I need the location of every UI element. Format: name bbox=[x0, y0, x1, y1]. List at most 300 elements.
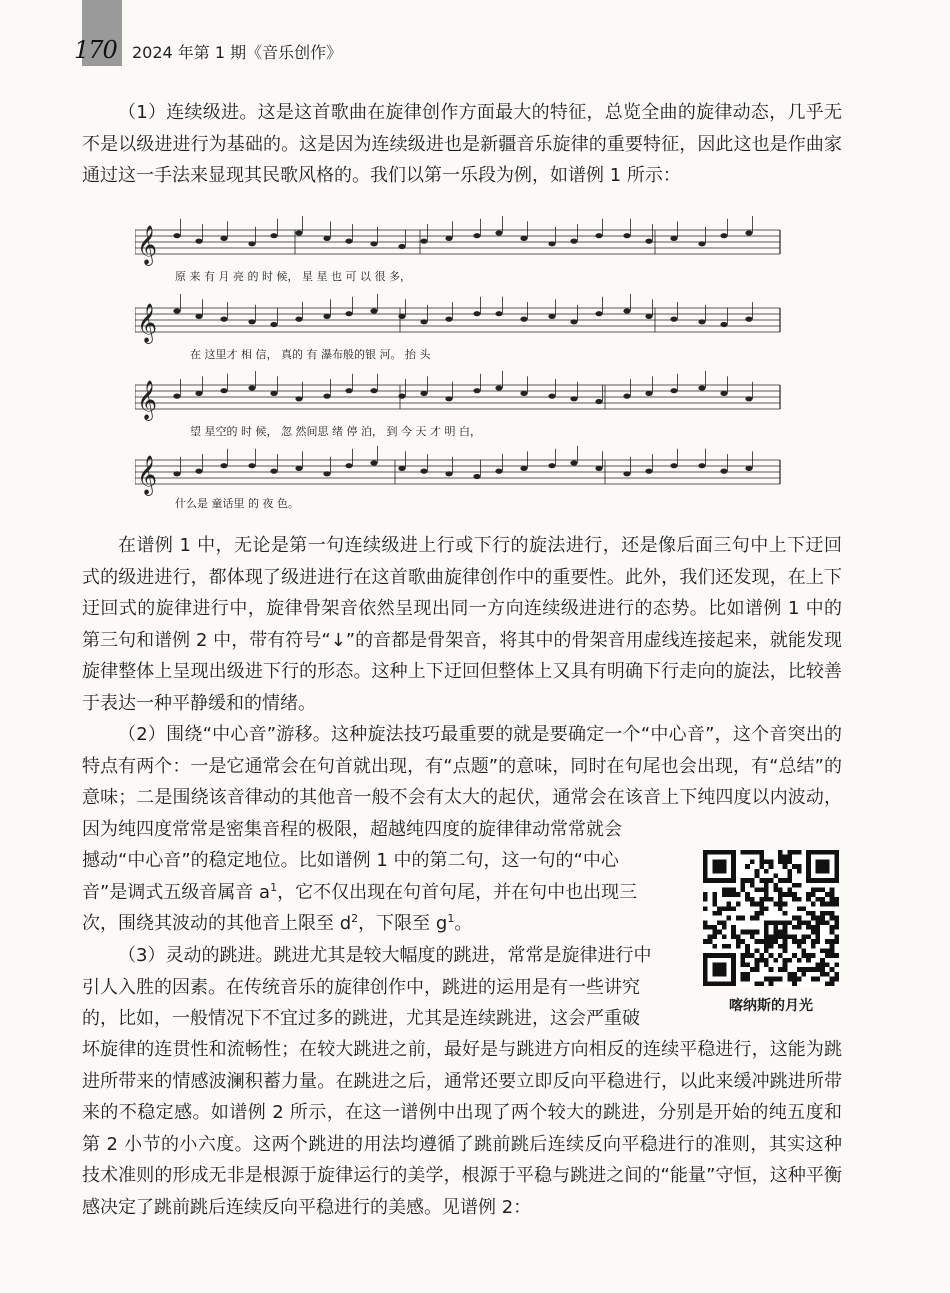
qr-module bbox=[745, 944, 750, 949]
paragraph-1: （1）连续级进。这是这首歌曲在旋律创作方面最大的特征，总览全曲的旋律动态，几乎无不是以级进进行为基础的。这是因为连续级进也是新疆音乐旋律的重要特征，因此这也是作曲家通过这一手法来显现其民歌风格的。我们以第一乐段为例，如谱例 1 所示： bbox=[82, 102, 842, 186]
notehead bbox=[370, 241, 377, 246]
notehead bbox=[745, 317, 752, 322]
qr-module bbox=[750, 953, 755, 958]
qr-module bbox=[825, 948, 830, 953]
qr-module bbox=[778, 944, 783, 949]
qr-module bbox=[759, 939, 764, 944]
qr-module bbox=[806, 934, 811, 939]
qr-module bbox=[792, 981, 797, 986]
qr-module bbox=[741, 953, 746, 958]
notehead bbox=[548, 241, 555, 246]
qr-module bbox=[830, 892, 835, 897]
notehead bbox=[220, 317, 227, 322]
qr-module bbox=[703, 939, 708, 944]
qr-module bbox=[830, 911, 835, 916]
qr-module bbox=[764, 934, 769, 939]
notehead bbox=[745, 230, 752, 235]
notehead bbox=[445, 396, 452, 401]
qr-module bbox=[750, 878, 755, 883]
notehead bbox=[548, 463, 555, 468]
qr-module bbox=[811, 967, 816, 972]
qr-module bbox=[773, 873, 778, 878]
notehead bbox=[370, 308, 377, 313]
qr-module bbox=[736, 902, 741, 907]
notehead bbox=[698, 385, 705, 390]
qr-module bbox=[759, 958, 764, 963]
qr-module bbox=[755, 948, 760, 953]
qr-module bbox=[773, 930, 778, 935]
qr-module bbox=[783, 902, 788, 907]
qr-module bbox=[726, 906, 731, 911]
qr-module bbox=[778, 859, 783, 864]
qr-module bbox=[778, 930, 783, 935]
qr-module bbox=[825, 892, 830, 897]
qr-module bbox=[745, 972, 750, 977]
qr-module bbox=[755, 930, 760, 935]
qr-module bbox=[759, 953, 764, 958]
qr-module bbox=[731, 925, 736, 930]
notehead bbox=[270, 233, 277, 238]
notehead bbox=[670, 236, 677, 241]
qr-module bbox=[769, 878, 774, 883]
notehead bbox=[445, 471, 452, 476]
qr-module bbox=[745, 963, 750, 968]
qr-module bbox=[778, 906, 783, 911]
qr-module bbox=[783, 944, 788, 949]
notehead bbox=[323, 394, 330, 399]
qr-module bbox=[769, 920, 774, 925]
qr-module bbox=[778, 892, 783, 897]
qr-module bbox=[787, 869, 792, 874]
notehead bbox=[495, 311, 502, 316]
qr-module bbox=[787, 977, 792, 982]
qr-module bbox=[750, 859, 755, 864]
notehead bbox=[345, 239, 352, 244]
qr-module bbox=[820, 963, 825, 968]
notehead bbox=[570, 319, 577, 324]
notehead bbox=[623, 233, 630, 238]
qr-module bbox=[755, 911, 760, 916]
qr-module bbox=[792, 864, 797, 869]
notehead bbox=[398, 394, 405, 399]
qr-module bbox=[764, 963, 769, 968]
treble-clef-icon: 𝄞 bbox=[137, 225, 158, 265]
notehead bbox=[570, 239, 577, 244]
qr-module bbox=[741, 939, 746, 944]
treble-clef-icon: 𝄞 bbox=[137, 380, 158, 420]
qr-module bbox=[769, 981, 774, 986]
notehead bbox=[548, 394, 555, 399]
qr-module bbox=[741, 930, 746, 935]
qr-module bbox=[820, 911, 825, 916]
notehead bbox=[445, 317, 452, 322]
qr-module bbox=[797, 864, 802, 869]
qr-module bbox=[731, 888, 736, 893]
qr-module bbox=[797, 920, 802, 925]
qr-module bbox=[736, 944, 741, 949]
qr-module bbox=[787, 920, 792, 925]
qr-module bbox=[797, 916, 802, 921]
qr-module bbox=[834, 939, 839, 944]
qr-module bbox=[745, 864, 750, 869]
qr-module bbox=[801, 967, 806, 972]
qr-module bbox=[783, 864, 788, 869]
qr-module bbox=[759, 911, 764, 916]
qr-module bbox=[834, 902, 839, 907]
qr-module bbox=[820, 972, 825, 977]
notehead bbox=[370, 388, 377, 393]
qr-module bbox=[806, 920, 811, 925]
qr-module bbox=[764, 920, 769, 925]
qr-module bbox=[769, 939, 774, 944]
qr-module bbox=[778, 850, 783, 855]
qr-module bbox=[830, 977, 835, 982]
qr-module bbox=[736, 934, 741, 939]
qr-module bbox=[783, 948, 788, 953]
qr-module bbox=[703, 925, 708, 930]
notehead bbox=[345, 463, 352, 468]
notehead bbox=[495, 230, 502, 235]
notehead bbox=[645, 239, 652, 244]
qr-module bbox=[820, 897, 825, 902]
qr-module bbox=[797, 925, 802, 930]
qr-module bbox=[759, 855, 764, 860]
notehead bbox=[323, 314, 330, 319]
qr-module bbox=[783, 892, 788, 897]
qr-module bbox=[764, 944, 769, 949]
qr-module bbox=[830, 888, 835, 893]
qr-module bbox=[759, 906, 764, 911]
qr-module bbox=[764, 906, 769, 911]
qr-module bbox=[759, 902, 764, 907]
qr-module bbox=[764, 930, 769, 935]
qr-module bbox=[755, 963, 760, 968]
qr-module bbox=[792, 897, 797, 902]
qr-module bbox=[778, 897, 783, 902]
notehead bbox=[473, 474, 480, 479]
qr-module bbox=[830, 897, 835, 902]
qr-module bbox=[759, 897, 764, 902]
qr-module bbox=[741, 977, 746, 982]
score-example-1 bbox=[135, 215, 790, 515]
qr-module bbox=[745, 897, 750, 902]
page-number: 170 bbox=[74, 36, 117, 64]
qr-module bbox=[736, 916, 741, 921]
qr-module bbox=[745, 850, 750, 855]
notehead bbox=[745, 466, 752, 471]
notehead bbox=[345, 311, 352, 316]
qr-module bbox=[769, 859, 774, 864]
qr-module bbox=[834, 953, 839, 958]
qr-module bbox=[759, 878, 764, 883]
qr-module bbox=[726, 902, 731, 907]
qr-module bbox=[745, 953, 750, 958]
qr-module bbox=[764, 958, 769, 963]
qr-module bbox=[783, 878, 788, 883]
qr-module bbox=[801, 953, 806, 958]
notehead bbox=[645, 391, 652, 396]
qr-module bbox=[741, 972, 746, 977]
qr-module bbox=[787, 850, 792, 855]
p3-line-2: 音”是调式五级音属音 $a^1$，它不仅出现在句首句尾，并在句中也出现三 bbox=[82, 880, 638, 903]
qr-module bbox=[801, 948, 806, 953]
qr-module bbox=[783, 920, 788, 925]
qr-module bbox=[797, 869, 802, 874]
paragraph-3: （2）围绕“中心音”游移。这种旋法技巧最重要的就是要确定一个“中心音”，这个音突出的特点有两个：一是它通常会在句首就出现，有“点题”的意味，同时在句尾也会出现，有“总结”的意味；二是围绕该音律动的其他音一般不会有太大的起伏，通常会在该音上下纯四度以内波动，因为纯四度常常是密集音程的极限，超越纯四度的旋律律动常常就会 bbox=[82, 724, 842, 840]
qr-module bbox=[764, 883, 769, 888]
qr-module bbox=[703, 906, 708, 911]
qr-module bbox=[834, 897, 839, 902]
qr-module bbox=[816, 916, 821, 921]
qr-caption: 喀纳斯的月光 bbox=[729, 998, 813, 1014]
qr-module bbox=[830, 925, 835, 930]
qr-module bbox=[783, 963, 788, 968]
qr-module bbox=[703, 920, 708, 925]
qr-module bbox=[811, 888, 816, 893]
qr-module bbox=[783, 930, 788, 935]
notehead bbox=[595, 466, 602, 471]
qr-module bbox=[830, 902, 835, 907]
notehead bbox=[270, 391, 277, 396]
notehead bbox=[570, 396, 577, 401]
notehead bbox=[248, 319, 255, 324]
notehead bbox=[345, 388, 352, 393]
p4-line-2: 引人入胜的因素。在传统音乐的旋律创作中，跳进的运用是有一些讲究 bbox=[82, 976, 640, 998]
qr-module bbox=[764, 869, 769, 874]
lyric-line-3: 望 星空的 时 候， 忽 然间思 绪 停 泊， 到 今 天 才 明 白， bbox=[190, 425, 481, 438]
qr-module bbox=[783, 934, 788, 939]
qr-module bbox=[816, 859, 830, 873]
notehead bbox=[173, 308, 180, 313]
notehead bbox=[570, 460, 577, 465]
notehead bbox=[698, 463, 705, 468]
qr-module bbox=[811, 911, 816, 916]
qr-module bbox=[722, 925, 727, 930]
qr-module bbox=[825, 902, 830, 907]
qr-module bbox=[834, 920, 839, 925]
qr-module bbox=[759, 888, 764, 893]
qr-module bbox=[712, 897, 717, 902]
qr-module bbox=[764, 948, 769, 953]
qr-module bbox=[816, 920, 821, 925]
notehead bbox=[520, 391, 527, 396]
qr-module bbox=[764, 859, 769, 864]
qr-module bbox=[726, 916, 731, 921]
qr-module bbox=[797, 850, 802, 855]
qr-module bbox=[816, 897, 821, 902]
qr-module bbox=[825, 953, 830, 958]
qr-module bbox=[801, 972, 806, 977]
qr-module bbox=[811, 892, 816, 897]
qr-module bbox=[787, 878, 792, 883]
notehead bbox=[698, 319, 705, 324]
lyric-line-4: 什么是 童话里 的 夜 色。 bbox=[175, 497, 299, 510]
notehead bbox=[220, 236, 227, 241]
qr-module bbox=[783, 925, 788, 930]
qr-module bbox=[773, 883, 778, 888]
p3-line-3: 次，围绕其波动的其他音上限至 $d^2$，下限至 $g^1$。 bbox=[82, 912, 473, 934]
qr-module bbox=[797, 906, 802, 911]
qr-module bbox=[764, 897, 769, 902]
qr-module bbox=[712, 930, 717, 935]
qr-module bbox=[755, 902, 760, 907]
qr-module bbox=[787, 972, 792, 977]
qr-module bbox=[797, 967, 802, 972]
notehead bbox=[173, 233, 180, 238]
notehead bbox=[670, 463, 677, 468]
notehead bbox=[295, 466, 302, 471]
qr-module bbox=[820, 920, 825, 925]
notehead bbox=[173, 471, 180, 476]
qr-module bbox=[830, 930, 835, 935]
qr-module bbox=[708, 925, 713, 930]
qr-module bbox=[726, 892, 731, 897]
qr-module bbox=[769, 864, 774, 869]
notehead bbox=[220, 463, 227, 468]
qr-module bbox=[722, 934, 727, 939]
notehead bbox=[473, 233, 480, 238]
qr-module bbox=[745, 892, 750, 897]
qr-module bbox=[745, 930, 750, 935]
qr-module bbox=[816, 967, 821, 972]
qr-module bbox=[830, 939, 835, 944]
qr-module bbox=[764, 888, 769, 893]
qr-module bbox=[731, 930, 736, 935]
qr-module bbox=[797, 883, 802, 888]
qr-module bbox=[806, 958, 811, 963]
qr-module bbox=[778, 953, 783, 958]
notehead bbox=[720, 233, 727, 238]
qr-module bbox=[769, 897, 774, 902]
qr-module bbox=[787, 892, 792, 897]
qr-module bbox=[825, 920, 830, 925]
qr-module bbox=[830, 953, 835, 958]
qr-module bbox=[834, 916, 839, 921]
qr-module bbox=[806, 911, 811, 916]
qr-module bbox=[787, 934, 792, 939]
qr-module bbox=[722, 944, 727, 949]
qr-module bbox=[708, 934, 713, 939]
qr-module bbox=[778, 934, 783, 939]
qr-module bbox=[806, 892, 811, 897]
qr-module bbox=[820, 916, 825, 921]
p4-line-1: （3）灵动的跳进。跳进尤其是较大幅度的跳进，常常是旋律进行中 bbox=[118, 945, 652, 966]
qr-module bbox=[792, 892, 797, 897]
qr-module bbox=[741, 888, 746, 893]
page-header bbox=[0, 0, 950, 72]
qr-module bbox=[764, 939, 769, 944]
qr-module bbox=[745, 977, 750, 982]
qr-module bbox=[717, 920, 722, 925]
qr-module bbox=[797, 944, 802, 949]
qr-module bbox=[820, 967, 825, 972]
qr-module bbox=[816, 934, 821, 939]
notehead bbox=[323, 236, 330, 241]
notehead bbox=[248, 385, 255, 390]
qr-module bbox=[773, 925, 778, 930]
qr-module bbox=[811, 902, 816, 907]
qr-module bbox=[726, 944, 731, 949]
qr-module bbox=[778, 977, 783, 982]
qr-module bbox=[741, 850, 746, 855]
notehead bbox=[195, 314, 202, 319]
qr-module bbox=[750, 934, 755, 939]
qr-module bbox=[750, 850, 755, 855]
p3-line-1: 撼动“中心音”的稳定地位。比如谱例 1 中的第二句，这一句的“中心 bbox=[82, 850, 619, 871]
notehead bbox=[745, 396, 752, 401]
qr-module bbox=[712, 902, 717, 907]
qr-module bbox=[825, 981, 830, 986]
qr-module bbox=[731, 906, 736, 911]
qr-module bbox=[773, 888, 778, 893]
qr-module bbox=[830, 981, 835, 986]
qr-module bbox=[778, 920, 783, 925]
qr-module bbox=[797, 958, 802, 963]
qr-module bbox=[792, 972, 797, 977]
notehead bbox=[520, 466, 527, 471]
qr-module bbox=[792, 925, 797, 930]
qr-module bbox=[708, 939, 713, 944]
qr-module bbox=[792, 953, 797, 958]
qr-module bbox=[787, 958, 792, 963]
qr-module bbox=[712, 944, 717, 949]
qr-module bbox=[712, 892, 717, 897]
qr-module bbox=[745, 948, 750, 953]
qr-code[interactable] bbox=[703, 850, 839, 986]
qr-module bbox=[811, 930, 816, 935]
qr-module bbox=[792, 977, 797, 982]
qr-module bbox=[731, 892, 736, 897]
qr-module bbox=[717, 906, 722, 911]
qr-module bbox=[778, 902, 783, 907]
paragraph-2: 在谱例 1 中，无论是第一句连续级进上行或下行的旋法进行，还是像后面三句中上下迂回式的级进进行，都体现了级进进行在这首歌曲旋律创作中的重要性。此外，我们还发现，在上下迂回式的旋律进行中，旋律骨架音依然呈现出同一方向连续级进进行的态势。比如谱例 1 中的第三句和谱例 2 中，带有符号“↓”的音都是骨架音，将其中的骨架音用虚线连接起来，就能发现旋律整体上呈现出级进下行的形态。这种上下迂回但整体上又具有明确下行走向的旋法，比较善于表达一种平静缓和的情绪。 bbox=[82, 535, 842, 714]
qr-module bbox=[741, 916, 746, 921]
qr-module bbox=[801, 934, 806, 939]
qr-module bbox=[769, 953, 774, 958]
notehead bbox=[445, 236, 452, 241]
paragraph-3-continued bbox=[82, 845, 692, 940]
qr-module bbox=[797, 939, 802, 944]
notehead bbox=[323, 471, 330, 476]
qr-module bbox=[830, 948, 835, 953]
qr-module bbox=[741, 958, 746, 963]
qr-module bbox=[806, 967, 811, 972]
qr-module bbox=[830, 967, 835, 972]
qr-module bbox=[783, 939, 788, 944]
qr-module bbox=[764, 925, 769, 930]
qr-module bbox=[736, 892, 741, 897]
qr-module bbox=[717, 930, 722, 935]
notehead bbox=[495, 385, 502, 390]
qr-module bbox=[703, 897, 708, 902]
qr-module bbox=[797, 977, 802, 982]
qr-module bbox=[755, 958, 760, 963]
notehead bbox=[420, 319, 427, 324]
qr-module bbox=[792, 939, 797, 944]
qr-module bbox=[769, 977, 774, 982]
notehead bbox=[420, 469, 427, 474]
qr-module bbox=[773, 902, 778, 907]
qr-module bbox=[801, 920, 806, 925]
qr-module bbox=[712, 911, 717, 916]
qr-module bbox=[741, 878, 746, 883]
qr-module bbox=[773, 958, 778, 963]
qr-module bbox=[745, 878, 750, 883]
notehead bbox=[195, 469, 202, 474]
qr-module bbox=[764, 892, 769, 897]
qr-module bbox=[769, 944, 774, 949]
qr-module bbox=[783, 911, 788, 916]
